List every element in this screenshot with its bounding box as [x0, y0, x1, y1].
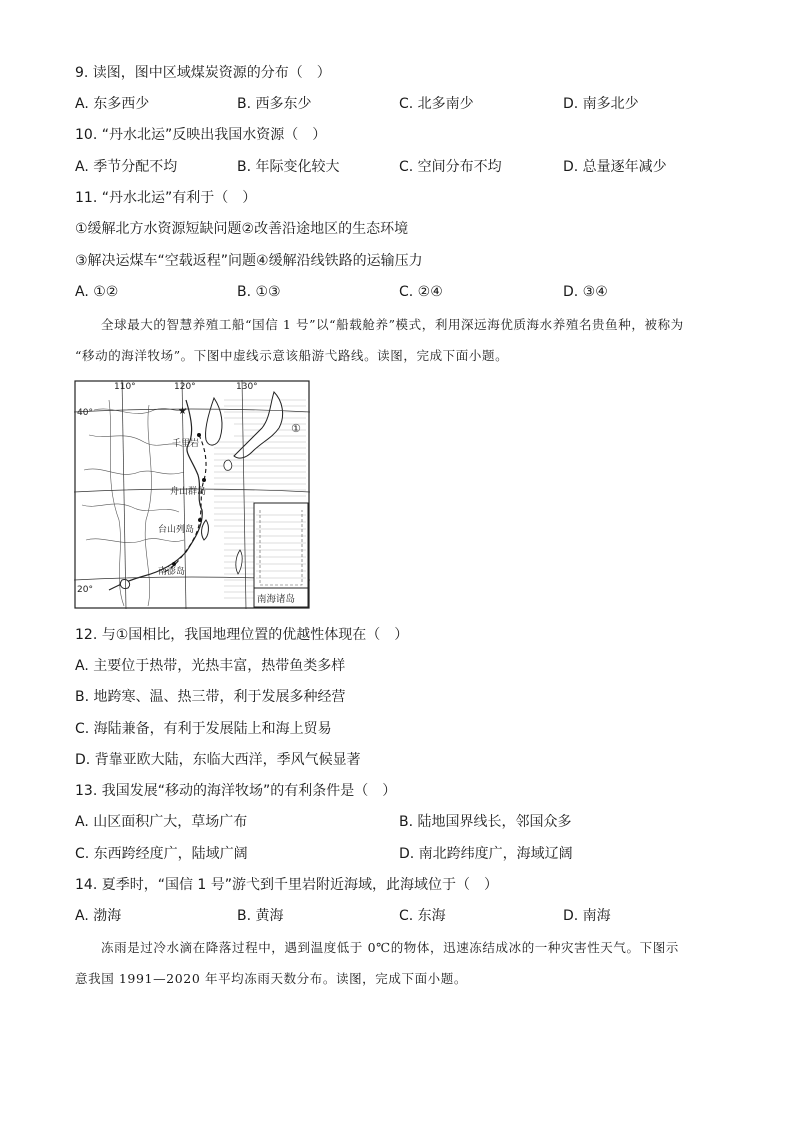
- question-13-stem: 13. 我国发展“移动的海洋牧场”的有利条件是（ ）: [75, 783, 397, 799]
- q14-option-a: A. 渤海: [75, 908, 122, 924]
- passage-2-line-2: 意我国 1991—2020 年平均冻雨天数分布。读图，完成下面小题。: [75, 971, 467, 986]
- label-qianliyan: 千里岩: [172, 439, 200, 449]
- q10-option-c: C. 空间分布不均: [399, 159, 502, 175]
- question-10-stem: 10. “丹水北运”反映出我国水资源（ ）: [75, 127, 327, 143]
- lat-label-40: 40°: [77, 408, 93, 418]
- q11-option-d: D. ③④: [563, 284, 608, 300]
- country-marker-1: ①: [291, 422, 301, 435]
- q14-option-b: B. 黄海: [237, 908, 284, 924]
- q11-option-a: A. ①②: [75, 284, 119, 300]
- passage-1-line-1: 全球最大的智慧养殖工船“国信 1 号”以“船载舱养”模式，利用深远海优质海水养殖名贵鱼种，被称为: [101, 317, 684, 332]
- q11-option-b: B. ①③: [237, 284, 281, 300]
- q9-option-d: D. 南多北少: [563, 96, 639, 112]
- q9-option-b: B. 西多东少: [237, 96, 312, 112]
- passage-1-line-2: “移动的海洋牧场”。下图中虚线示意该船游弋路线。读图，完成下面小题。: [75, 348, 509, 363]
- q11-statements-1: ①缓解北方水资源短缺问题②改善沿途地区的生态环境: [75, 221, 409, 237]
- q13-option-b: B. 陆地国界线长，邻国众多: [399, 814, 572, 830]
- q12-option-b: B. 地跨寒、温、热三带，利于发展多种经营: [75, 689, 346, 705]
- passage-freezing-rain: [75, 932, 725, 994]
- q13-option-c: C. 东西跨经度广，陆域广阔: [75, 846, 248, 862]
- passage-ocean-ranch: [75, 309, 725, 371]
- q10-option-a: A. 季节分配不均: [75, 159, 178, 175]
- label-taishan: 台山列岛: [158, 525, 195, 535]
- east-asia-route-map: [74, 380, 310, 609]
- question-12-stem: 12. 与①国相比，我国地理位置的优越性体现在（ ）: [75, 627, 409, 643]
- q14-option-c: C. 东海: [399, 908, 446, 924]
- lon-label-130: 130°: [236, 382, 258, 392]
- q12-option-c: C. 海陆兼备，有利于发展陆上和海上贸易: [75, 721, 332, 737]
- lat-label-20: 20°: [77, 585, 93, 595]
- capital-star-icon: ★: [178, 406, 187, 417]
- q11-option-c: C. ②④: [399, 284, 443, 300]
- label-nanpeng: 南澎岛: [158, 567, 186, 577]
- q9-option-a: A. 东多西少: [75, 96, 150, 112]
- q10-option-b: B. 年际变化较大: [237, 159, 340, 175]
- q13-option-a: A. 山区面积广大，草场广布: [75, 814, 248, 830]
- lon-label-120: 120°: [174, 382, 196, 392]
- question-9-stem: 9. 读图，图中区域煤炭资源的分布（ ）: [75, 65, 331, 81]
- passage-2-line-1: 冻雨是过冷水滴在降落过程中，遇到温度低于 0℃的物体，迅速冻结成冰的一种灾害性天气。下图示: [101, 940, 679, 955]
- inset-label-south-china-sea: 南海诸岛: [257, 594, 296, 605]
- q12-option-d: D. 背靠亚欧大陆，东临大西洋，季风气候显著: [75, 752, 361, 768]
- question-14-stem: 14. 夏季时，“国信 1 号”游弋到千里岩附近海域，此海域位于（ ）: [75, 877, 499, 893]
- q9-option-c: C. 北多南少: [399, 96, 474, 112]
- label-zhoushan: 舟山群岛: [170, 487, 207, 497]
- q14-option-d: D. 南海: [563, 908, 611, 924]
- q10-option-d: D. 总量逐年减少: [563, 159, 667, 175]
- q12-option-a: A. 主要位于热带，光热丰富，热带鱼类多样: [75, 658, 346, 674]
- q13-option-d: D. 南北跨纬度广，海域辽阔: [399, 846, 573, 862]
- question-11-stem: 11. “丹水北运”有利于（ ）: [75, 190, 257, 206]
- lon-label-110: 110°: [114, 382, 136, 392]
- q11-statements-2: ③解决运煤车“空载返程”问题④缓解沿线铁路的运输压力: [75, 253, 423, 269]
